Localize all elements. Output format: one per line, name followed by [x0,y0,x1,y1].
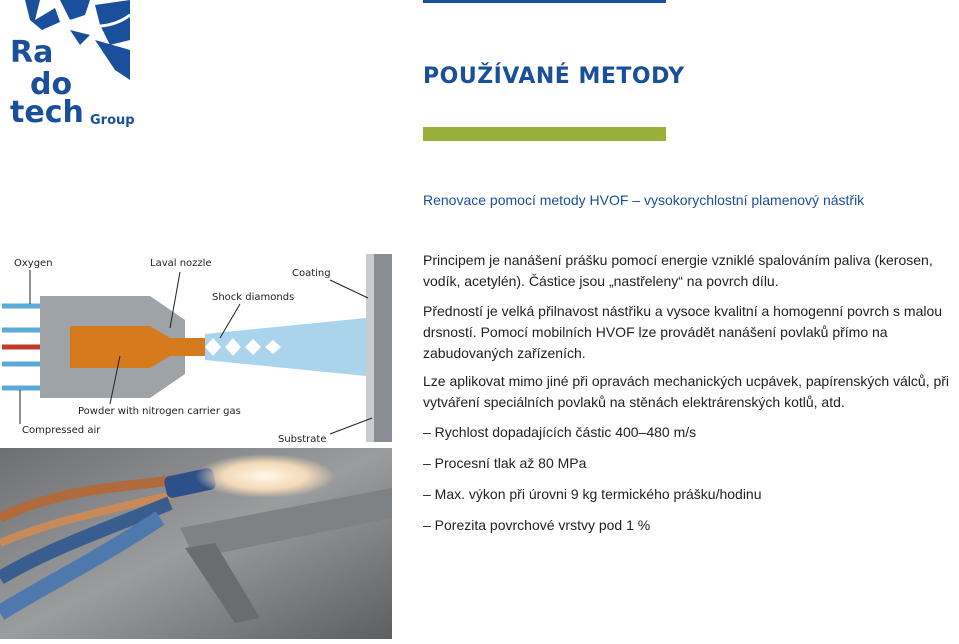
bullet-process-pressure: – Procesní tlak až 80 MPa [423,455,587,471]
hvof-nozzle-diagram [0,248,392,446]
label-shock-diamonds: Shock diamonds [212,292,295,303]
label-powder: Powder with nitrogen carrier gas [78,406,241,417]
logo-text-group: Group [90,113,135,128]
label-oxygen: Oxygen [14,258,53,269]
page-title: POUŽÍVANÉ METODY [423,64,685,89]
paragraph-applications: Lze aplikovat mimo jiné při opravách mechanických ucpávek, papírenských válců, při vytváření speciálních povlaků na stěnách elektrárenských kotlů, atd. [423,373,950,410]
bullet-particle-speed: – Rychlost dopadajících částic 400–480 m/s [423,424,697,440]
accent-bar [423,127,666,141]
page-subtitle: Renovace pomocí metody HVOF – vysokorychlostní plamenový nástřik [423,192,865,208]
bullet-porosity: – Porezita povrchové vrstvy pod 1 % [423,517,651,533]
paragraph-principle: Principem je nanášení prášku pomocí energie vzniklé spalováním paliva (kerosen, vodík, acetylén). Částice jsou „nastřeleny“ na povrch dílu. [423,252,933,289]
logo-text-ra: Ra [10,35,54,70]
bullet-max-output: – Max. výkon při úrovni 9 kg termického prášku/hodinu [423,486,762,502]
label-coating: Coating [292,268,331,279]
logo-text-tech: tech [10,95,84,130]
coating-layer [366,254,374,442]
top-rule [423,0,666,3]
paragraph-advantages: Předností je velká přilnavost nástřiku a vysoce kvalitní a homogenní povrch s malou drsností. Pomocí mobilních HVOF lze provádět nanášení povlaků přímo na zabudovaných zařízeních. [423,303,943,361]
logo-text-do: do [30,67,73,102]
label-laval-nozzle: Laval nozzle [150,258,212,269]
label-compressed-air: Compressed air [22,425,101,436]
radotech-logo [0,0,140,140]
hvof-spraying-photo [0,448,392,639]
substrate-plate [374,254,392,442]
label-substrate: Substrate [278,434,327,445]
